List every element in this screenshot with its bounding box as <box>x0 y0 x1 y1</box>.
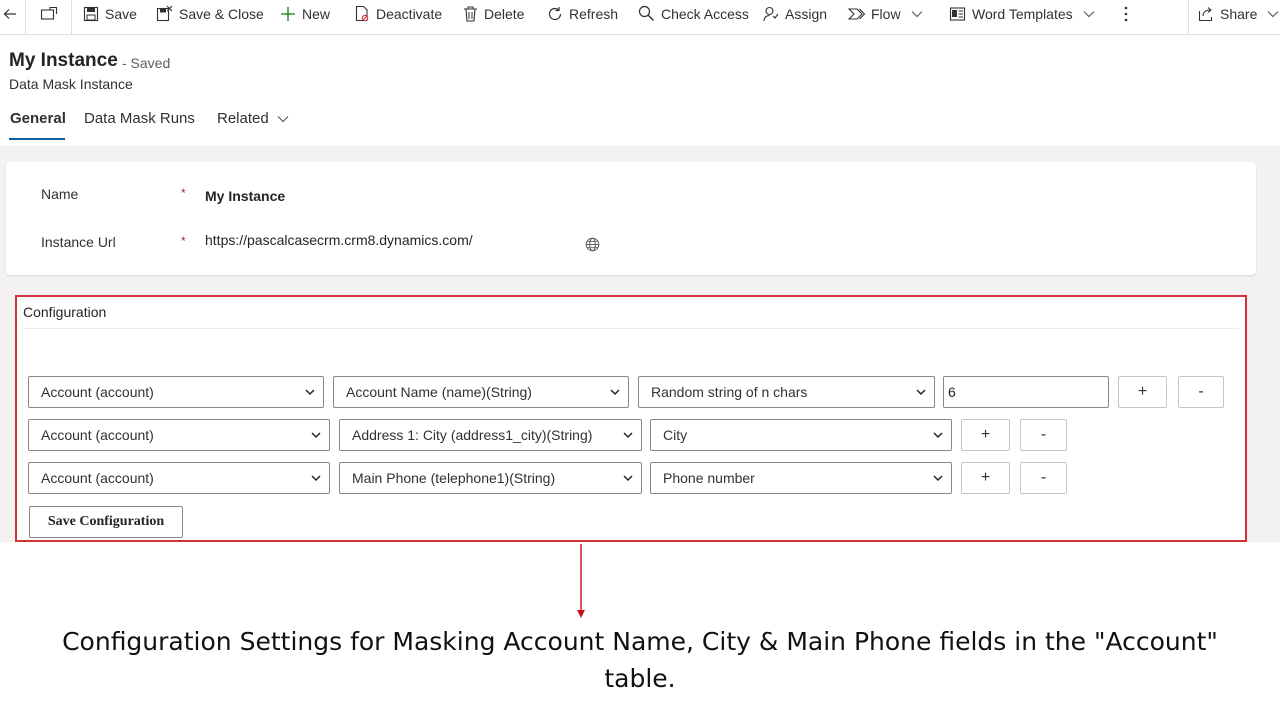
trash-icon <box>463 6 478 22</box>
assign-label: Assign <box>785 5 828 22</box>
tab-general[interactable]: General <box>10 110 66 127</box>
name-label: Name <box>41 186 79 202</box>
plus-icon <box>280 6 296 22</box>
delete-button[interactable] <box>463 0 524 27</box>
configuration-title: Configuration <box>23 304 107 320</box>
new-button[interactable] <box>280 0 330 27</box>
field-select-value: Account Name (name)(String) <box>346 384 532 400</box>
tab-data-mask-runs[interactable]: Data Mask Runs <box>84 110 195 127</box>
deactivate-label: Deactivate <box>376 5 443 22</box>
save-label: Save <box>105 5 137 22</box>
configuration-section <box>15 295 1247 542</box>
name-field[interactable]: My Instance <box>205 188 286 204</box>
mask-method-select[interactable] <box>638 376 935 408</box>
mask-method-select-value: Phone number <box>663 470 755 486</box>
flow-icon <box>848 6 865 22</box>
deactivate-button[interactable] <box>354 0 442 27</box>
add-row-button[interactable]: + <box>1118 376 1167 408</box>
required-marker: * <box>181 234 186 248</box>
word-templates-label: Word Templates <box>972 5 1073 22</box>
command-bar <box>0 0 1280 35</box>
check-access-label: Check Access <box>661 5 749 22</box>
chevron-down-icon <box>311 432 321 439</box>
remove-row-button[interactable]: - <box>1178 376 1224 408</box>
save-and-close-button[interactable] <box>156 0 264 27</box>
flow-button[interactable] <box>848 0 923 27</box>
field-select[interactable] <box>339 462 642 494</box>
magnifier-key-icon <box>638 5 655 22</box>
annotation-caption: Configuration Settings for Masking Account Name, City & Main Phone fields in the "Account" table. <box>62 627 1218 693</box>
remove-row-button[interactable]: - <box>1020 462 1067 494</box>
share-button[interactable] <box>1198 0 1279 27</box>
check-access-button[interactable] <box>638 0 749 27</box>
chevron-down-icon <box>933 432 943 439</box>
table-select-value: Account (account) <box>41 427 154 443</box>
field-select-value: Address 1: City (address1_city)(String) <box>352 427 593 443</box>
assign-button[interactable] <box>763 0 827 27</box>
record-save-status: - Saved <box>122 55 171 71</box>
more-vertical-icon <box>1123 5 1129 23</box>
char-count-input[interactable]: 6 <box>943 376 1109 408</box>
share-icon <box>1198 6 1214 22</box>
record-entity-name: Data Mask Instance <box>9 76 133 92</box>
deactivate-document-icon <box>354 5 370 22</box>
mask-method-select-value: Random string of n chars <box>651 384 808 400</box>
record-title: My Instance <box>9 50 118 71</box>
save-icon <box>83 6 99 22</box>
table-select[interactable] <box>28 419 330 451</box>
table-select[interactable] <box>28 376 324 408</box>
mask-method-select-value: City <box>663 427 688 443</box>
chevron-down-icon <box>916 389 926 396</box>
chevron-down-icon <box>610 389 620 396</box>
chevron-down-icon <box>911 10 923 18</box>
back-arrow-icon <box>2 6 18 22</box>
mask-method-select[interactable] <box>650 462 952 494</box>
chevron-down-icon <box>1083 10 1095 18</box>
chevron-down-icon <box>933 475 943 482</box>
chevron-down-icon <box>1267 10 1279 18</box>
flow-label: Flow <box>871 5 901 22</box>
word-templates-button[interactable] <box>949 0 1095 27</box>
table-select-value: Account (account) <box>41 470 154 486</box>
general-section <box>6 162 1256 275</box>
field-select-value: Main Phone (telephone1)(String) <box>352 470 556 486</box>
assign-person-icon <box>763 6 779 22</box>
chevron-down-icon <box>305 389 315 396</box>
add-row-button[interactable]: + <box>961 419 1010 451</box>
table-select-value: Account (account) <box>41 384 154 400</box>
refresh-icon <box>547 6 563 22</box>
refresh-button[interactable] <box>547 0 618 27</box>
globe-icon[interactable] <box>585 237 600 252</box>
save-configuration-button[interactable]: Save Configuration <box>29 506 183 538</box>
field-select[interactable] <box>333 376 629 408</box>
instance-url-label: Instance Url <box>41 234 116 250</box>
save-and-close-icon <box>156 5 173 22</box>
chevron-down-icon <box>277 115 289 123</box>
more-commands-button[interactable] <box>1123 0 1129 27</box>
save-button[interactable] <box>83 0 137 27</box>
field-select[interactable] <box>339 419 642 451</box>
share-label: Share <box>1220 5 1258 22</box>
back-button[interactable] <box>2 0 18 27</box>
tab-related[interactable] <box>217 110 289 127</box>
table-select[interactable] <box>28 462 330 494</box>
chevron-down-icon <box>311 475 321 482</box>
annotation-arrow-icon <box>575 544 587 620</box>
active-tab-indicator <box>9 138 65 140</box>
tab-related-label: Related <box>217 110 269 127</box>
open-new-window-button[interactable] <box>40 0 58 27</box>
add-row-button[interactable]: + <box>961 462 1010 494</box>
instance-url-field[interactable]: https://pascalcasecrm.crm8.dynamics.com/ <box>205 232 473 248</box>
chevron-down-icon <box>623 475 633 482</box>
configuration-divider <box>23 328 1239 329</box>
required-marker: * <box>181 186 186 200</box>
save-and-close-label: Save & Close <box>179 5 264 22</box>
remove-row-button[interactable]: - <box>1020 419 1067 451</box>
delete-label: Delete <box>484 5 525 22</box>
chevron-down-icon <box>623 432 633 439</box>
word-document-icon <box>949 6 966 22</box>
mask-method-select[interactable] <box>650 419 952 451</box>
new-label: New <box>302 5 331 22</box>
refresh-label: Refresh <box>569 5 619 22</box>
open-in-new-window-icon <box>40 6 58 22</box>
